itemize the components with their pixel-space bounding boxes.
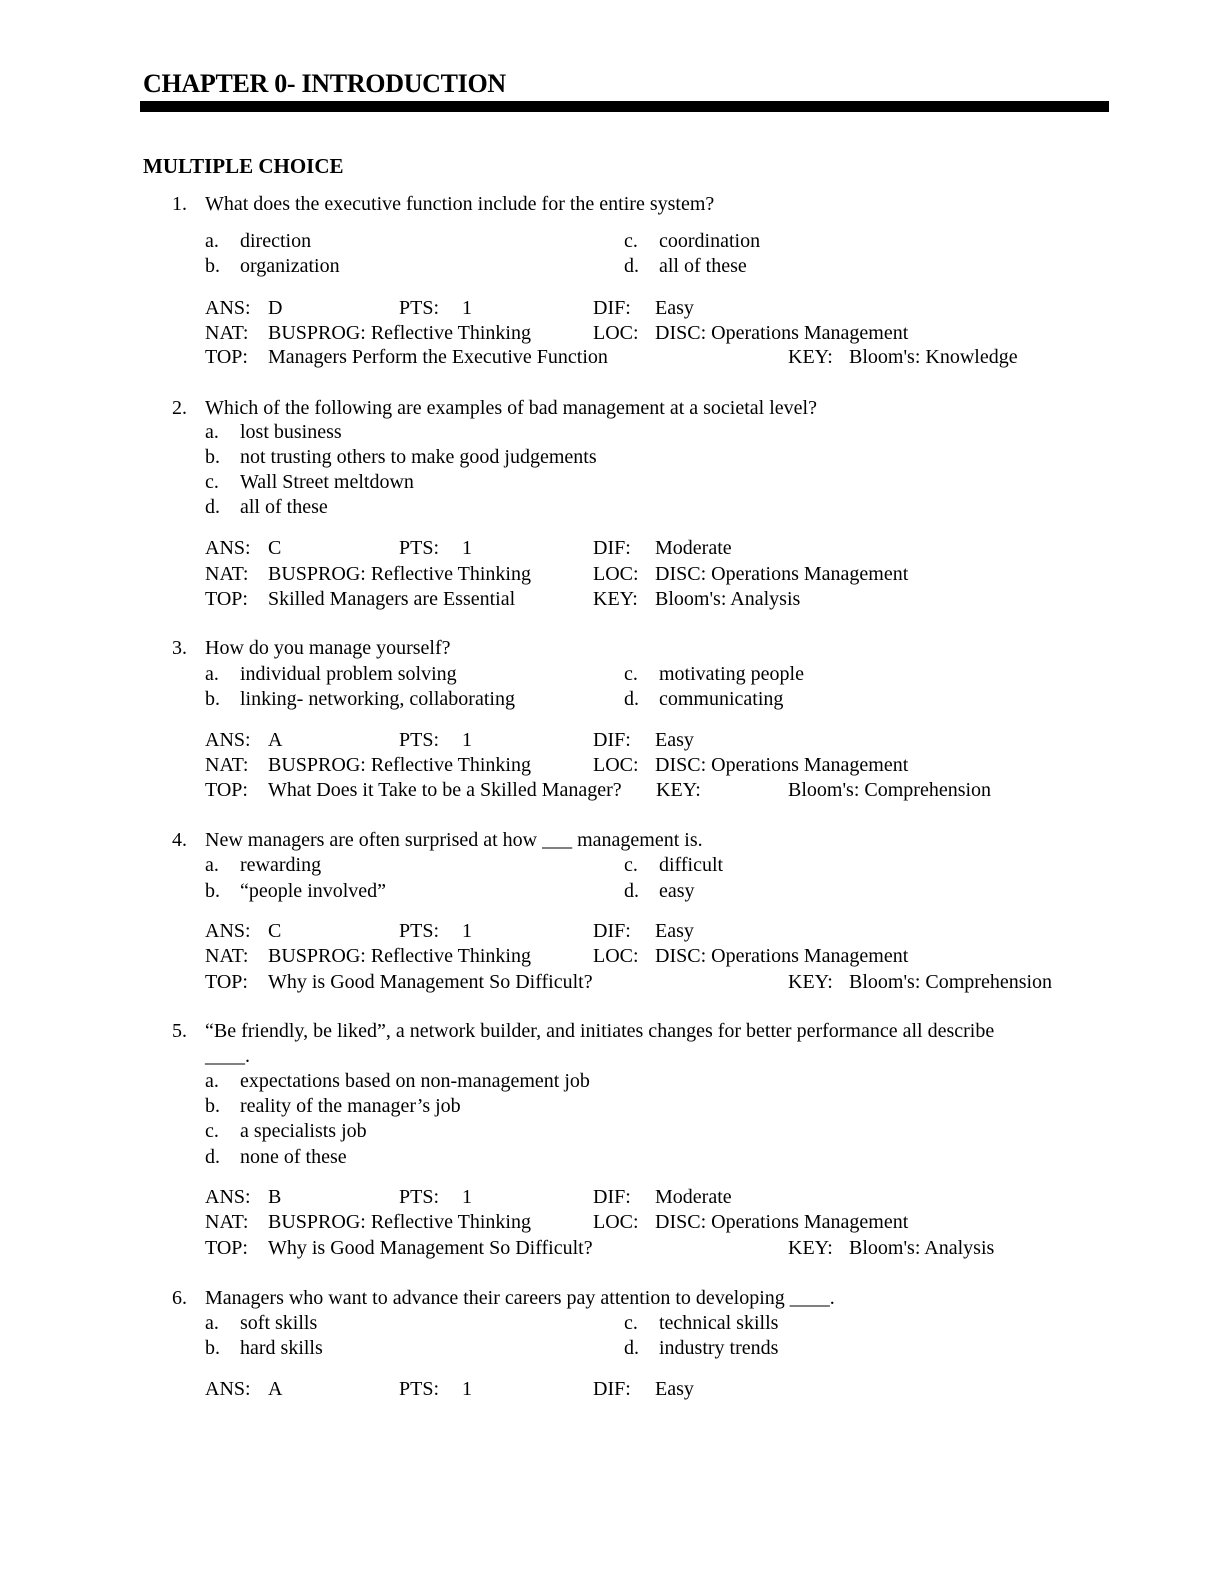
loc-value: DISC: Operations Management: [655, 322, 909, 344]
option-text: soft skills: [240, 1312, 318, 1334]
top-label: TOP:: [205, 779, 248, 801]
loc-value: DISC: Operations Management: [655, 1211, 909, 1233]
ans-value: A: [268, 729, 283, 751]
pts-value: 1: [462, 729, 472, 751]
option-text: “people involved”: [240, 880, 387, 902]
question-number: 2.: [172, 397, 187, 419]
option-letter: b.: [205, 688, 220, 710]
question-text: “Be friendly, be liked”, a network builder, and initiates changes for better performance all describe: [205, 1020, 995, 1042]
option-letter: b.: [205, 880, 220, 902]
ans-value: B: [268, 1186, 282, 1208]
ans-label: ANS:: [205, 297, 251, 319]
option-letter: b.: [205, 1337, 220, 1359]
chapter-title: CHAPTER 0- INTRODUCTION: [143, 69, 506, 98]
dif-value: Easy: [655, 297, 694, 319]
pts-label: PTS:: [399, 1378, 440, 1400]
option-letter: c.: [624, 854, 638, 876]
option-text: individual problem solving: [240, 663, 457, 685]
dif-label: DIF:: [593, 537, 631, 559]
option-letter: a.: [205, 854, 219, 876]
question-text: New managers are often surprised at how ___ management is.: [205, 829, 703, 851]
option-letter: c.: [624, 663, 638, 685]
option-letter: b.: [205, 446, 220, 468]
nat-value: BUSPROG: Reflective Thinking: [268, 563, 531, 585]
option-text: reality of the manager’s job: [240, 1095, 461, 1117]
top-value: What Does it Take to be a Skilled Manager?: [268, 779, 622, 801]
loc-value: DISC: Operations Management: [655, 754, 909, 776]
option-letter: a.: [205, 230, 219, 252]
loc-label: LOC:: [593, 563, 639, 585]
option-text: hard skills: [240, 1337, 323, 1359]
option-text: organization: [240, 255, 340, 277]
ans-value: C: [268, 920, 282, 942]
option-letter: a.: [205, 1070, 219, 1092]
pts-value: 1: [462, 537, 472, 559]
nat-value: BUSPROG: Reflective Thinking: [268, 945, 531, 967]
option-letter: c.: [205, 471, 219, 493]
nat-label: NAT:: [205, 945, 249, 967]
option-text: rewarding: [240, 854, 322, 876]
option-letter: c.: [205, 1120, 219, 1142]
option-letter: a.: [205, 1312, 219, 1334]
option-text: none of these: [240, 1146, 347, 1168]
pts-label: PTS:: [399, 297, 440, 319]
ans-value: C: [268, 537, 282, 559]
dif-label: DIF:: [593, 1186, 631, 1208]
option-text: coordination: [659, 230, 761, 252]
option-letter: c.: [624, 230, 638, 252]
option-letter: d.: [624, 688, 639, 710]
loc-value: DISC: Operations Management: [655, 563, 909, 585]
loc-label: LOC:: [593, 322, 639, 344]
option-letter: a.: [205, 421, 219, 443]
question-text: How do you manage yourself?: [205, 637, 451, 659]
key-label: KEY:: [656, 779, 701, 801]
dif-value: Easy: [655, 920, 694, 942]
top-value: Why is Good Management So Difficult?: [268, 1237, 593, 1259]
option-letter: d.: [624, 1337, 639, 1359]
key-label: KEY:: [593, 588, 638, 610]
option-text: not trusting others to make good judgements: [240, 446, 597, 468]
option-text: Wall Street meltdown: [240, 471, 414, 493]
option-letter: d.: [205, 1146, 220, 1168]
ans-label: ANS:: [205, 1378, 251, 1400]
dif-value: Moderate: [655, 1186, 732, 1208]
key-label: KEY:: [788, 346, 833, 368]
question-text-continued: ____.: [205, 1045, 250, 1067]
question-number: 1.: [172, 193, 187, 215]
key-value: Bloom's: Comprehension: [849, 971, 1053, 993]
pts-label: PTS:: [399, 920, 440, 942]
nat-label: NAT:: [205, 563, 249, 585]
nat-label: NAT:: [205, 754, 249, 776]
ans-value: D: [268, 297, 283, 319]
dif-value: Easy: [655, 729, 694, 751]
key-value: Bloom's: Knowledge: [849, 346, 1018, 368]
pts-value: 1: [462, 920, 472, 942]
loc-label: LOC:: [593, 754, 639, 776]
option-text: expectations based on non-management job: [240, 1070, 590, 1092]
ans-label: ANS:: [205, 920, 251, 942]
top-label: TOP:: [205, 1237, 248, 1259]
nat-value: BUSPROG: Reflective Thinking: [268, 1211, 531, 1233]
option-text: communicating: [659, 688, 784, 710]
option-text: technical skills: [659, 1312, 779, 1334]
option-text: easy: [659, 880, 695, 902]
option-letter: c.: [624, 1312, 638, 1334]
question-text: What does the executive function include for the entire system?: [205, 193, 715, 215]
option-text: a specialists job: [240, 1120, 367, 1142]
option-text: direction: [240, 230, 312, 252]
question-number: 6.: [172, 1287, 187, 1309]
top-value: Managers Perform the Executive Function: [268, 346, 608, 368]
section-title: MULTIPLE CHOICE: [143, 154, 344, 178]
pts-label: PTS:: [399, 729, 440, 751]
question-number: 4.: [172, 829, 187, 851]
top-label: TOP:: [205, 588, 248, 610]
top-value: Skilled Managers are Essential: [268, 588, 516, 610]
dif-value: Easy: [655, 1378, 694, 1400]
ans-value: A: [268, 1378, 283, 1400]
question-text: Which of the following are examples of bad management at a societal level?: [205, 397, 817, 419]
pts-value: 1: [462, 1378, 472, 1400]
dif-label: DIF:: [593, 729, 631, 751]
dif-label: DIF:: [593, 297, 631, 319]
key-label: KEY:: [788, 971, 833, 993]
ans-label: ANS:: [205, 729, 251, 751]
key-label: KEY:: [788, 1237, 833, 1259]
option-letter: b.: [205, 255, 220, 277]
option-letter: a.: [205, 663, 219, 685]
ans-label: ANS:: [205, 1186, 251, 1208]
dif-label: DIF:: [593, 1378, 631, 1400]
nat-value: BUSPROG: Reflective Thinking: [268, 754, 531, 776]
pts-label: PTS:: [399, 1186, 440, 1208]
question-number: 3.: [172, 637, 187, 659]
option-letter: d.: [624, 255, 639, 277]
pts-value: 1: [462, 1186, 472, 1208]
top-label: TOP:: [205, 971, 248, 993]
nat-label: NAT:: [205, 1211, 249, 1233]
option-text: all of these: [659, 255, 747, 277]
pts-label: PTS:: [399, 537, 440, 559]
nat-value: BUSPROG: Reflective Thinking: [268, 322, 531, 344]
option-text: all of these: [240, 496, 328, 518]
pts-value: 1: [462, 297, 472, 319]
loc-value: DISC: Operations Management: [655, 945, 909, 967]
option-text: linking- networking, collaborating: [240, 688, 515, 710]
title-rule: [140, 101, 1109, 112]
key-value: Bloom's: Analysis: [849, 1237, 995, 1259]
top-value: Why is Good Management So Difficult?: [268, 971, 593, 993]
loc-label: LOC:: [593, 945, 639, 967]
dif-value: Moderate: [655, 537, 732, 559]
ans-label: ANS:: [205, 537, 251, 559]
option-text: lost business: [240, 421, 342, 443]
option-text: motivating people: [659, 663, 804, 685]
option-letter: d.: [205, 496, 220, 518]
question-number: 5.: [172, 1020, 187, 1042]
dif-label: DIF:: [593, 920, 631, 942]
option-letter: d.: [624, 880, 639, 902]
key-value: Bloom's: Analysis: [655, 588, 801, 610]
option-text: industry trends: [659, 1337, 779, 1359]
option-text: difficult: [659, 854, 724, 876]
loc-label: LOC:: [593, 1211, 639, 1233]
option-letter: b.: [205, 1095, 220, 1117]
question-text: Managers who want to advance their careers pay attention to developing ____.: [205, 1287, 835, 1309]
top-label: TOP:: [205, 346, 248, 368]
key-value: Bloom's: Comprehension: [788, 779, 992, 801]
nat-label: NAT:: [205, 322, 249, 344]
